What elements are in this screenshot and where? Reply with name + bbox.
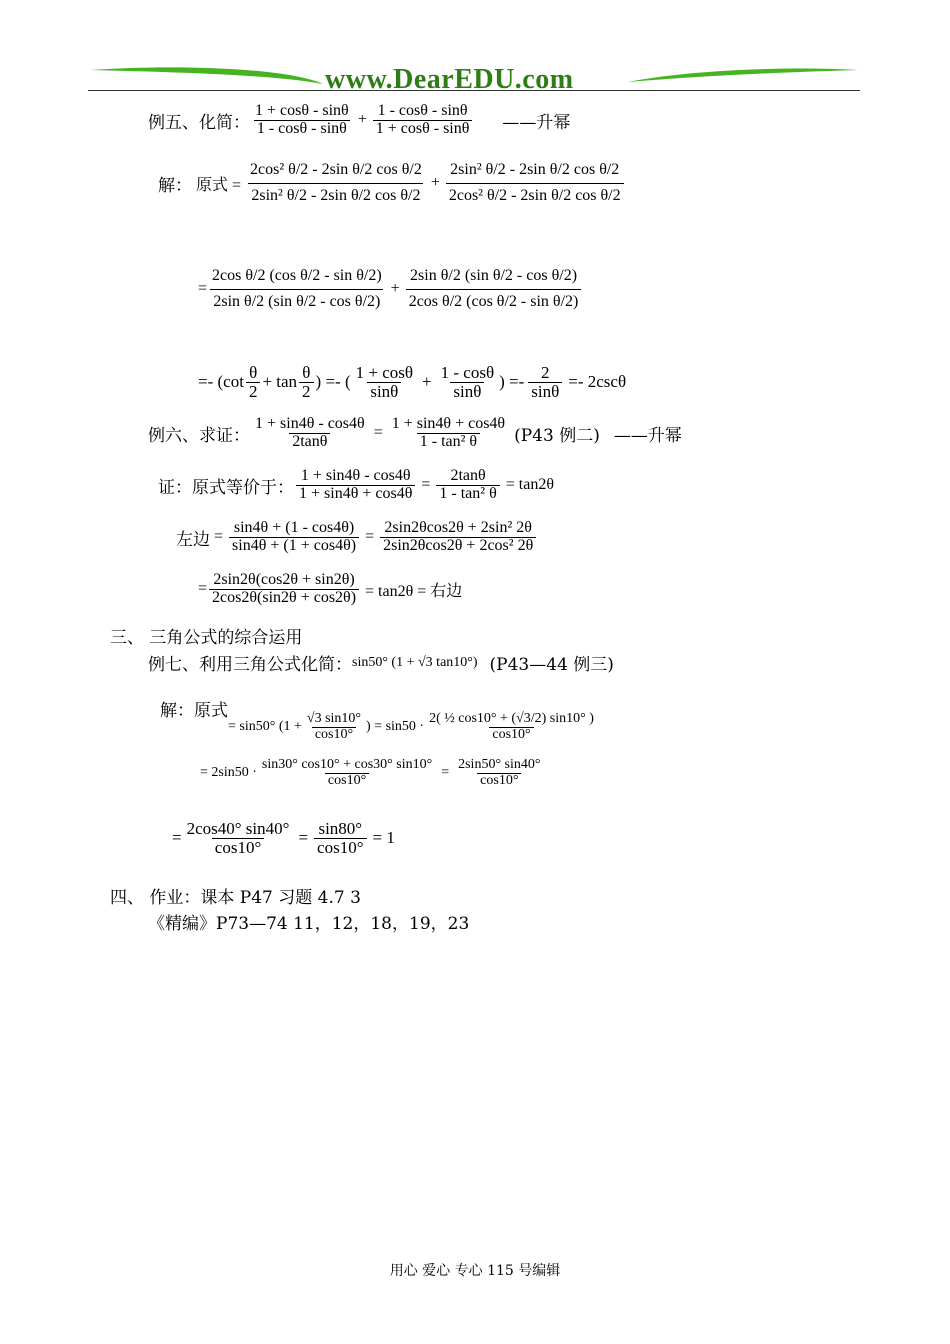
- ex6-proof-line1: 证：原式等价于： $\frac{1 + \sin 4\theta - \cos 4\theta}{1 + \sin 4\theta + \cos 4\theta}$ = $\frac{2\tan\theta}{\text{1 - tan² θ}}$ = tan2θ: [158, 467, 554, 502]
- section4-heading: 四、 作业：课本 P47 习题 4.7 3: [110, 888, 361, 908]
- ex5-frac-2: $\frac{1 - \cos\theta - \sin\theta}{1 + \cos\theta - \sin\theta}$: [373, 103, 473, 138]
- ex6-ref: (P43 例二): [514, 425, 600, 446]
- page-footer: 用心 爱心 专心 115 号编辑: [389, 1263, 561, 1279]
- ex6-label: 例六、求证：: [148, 425, 250, 446]
- ex5-solution-line3: =- (cot $\frac{\theta}{2}$ + tan $\frac{\theta}{2}$ ) =- ( $\frac{1 + \cos\theta}{\sin\theta}$ + $\frac{1 - \cos\theta}{\sin\theta}$ ) =- $\frac{2}{\sin\theta}$ =- 2cscθ: [198, 363, 627, 401]
- ex6-problem: 例六、求证： $\frac{1 + \sin 4\theta - \cos 4\theta}{2\tan\theta}$ = $\frac{1 + \sin 4\theta + \cos 4\theta}{\text{1 - tan² θ}}$ (P43 例二) ——升幂: [148, 415, 682, 450]
- right-swoosh-shape: [628, 69, 858, 83]
- ex5-label: 例五、化简：: [148, 112, 250, 133]
- ex6-note: ——升幂: [613, 425, 682, 446]
- ex6-proof-line2: 左边 = $\frac{\sin 4\theta + (1 - \cos 4\theta)}{\sin 4\theta + (1 + \cos 4\theta)}$ = $\frac{\text{2sin2θcos2θ + 2sin² 2θ}}{\text{2sin2θcos2θ + 2cos² 2θ}}$: [176, 520, 538, 555]
- ex5-sol-label: 解：: [158, 175, 192, 196]
- ex7-label: 例七、利用三角公式化简：: [148, 655, 352, 675]
- ex7-ref: (P43—44 例三): [489, 655, 614, 675]
- ex6-left-label: 左边: [176, 529, 210, 550]
- ex5-solution-line2: = $\frac{\text{2cos θ/2 (cos θ/2 - sin θ/2)}}{\text{2sin θ/2 (sin θ/2 - cos θ/2)}}$ + $\frac{\text{2sin θ/2 (sin θ/2 - cos θ/2)}}{\text{2cos θ/2 (cos θ/2 - sin θ/2)}}$: [198, 268, 583, 311]
- left-swoosh-shape: [90, 67, 323, 84]
- ex6-frac-2: $\frac{1 + \sin 4\theta + \cos 4\theta}{\text{1 - tan² θ}}$: [391, 415, 506, 450]
- ex7-problem: [148, 650, 614, 675]
- ex6-frac-1: $\frac{1 + \sin 4\theta - \cos 4\theta}{2\tan\theta}$: [255, 415, 365, 450]
- ex7-sol-line2: = 2sin50 · $\frac{\sin 30^\circ \cos 10^\circ + \cos 30^\circ \sin 10^\circ}{\cos 10^\circ}$ = $\frac{2\sin 50^\circ \sin 40^\circ}{\cos 10^\circ}$: [200, 757, 541, 788]
- ex7-sol-line1: 解：原式 = sin50° (1 + $\frac{√3 \sin 10^\circ}{\cos 10^\circ}$ ) = sin50 · $\frac{\text{2( ½ cos10° + (√3/2) sin10° )}}{\cos 10^\circ}$: [160, 684, 599, 742]
- ex5-yuanshi: 原式 =: [196, 176, 242, 194]
- ex7-expr: sin50° (1 + √3 tan10°): [352, 654, 478, 670]
- ex5-frac-1: $\frac{1 + \cos\theta - \sin\theta}{1 - \cos\theta - \sin\theta}$: [255, 102, 349, 137]
- ex7-sol-line3: = $\frac{2\cos 40^\circ \sin 40^\circ}{\cos 10^\circ}$ = $\frac{\sin 80^\circ}{\cos 10^\circ}$ = 1: [172, 819, 395, 857]
- ex5-l1-frac1: $\frac{\text{2cos² θ/2 - 2sin θ/2 cos θ/2}}{\text{2sin² θ/2 - 2sin θ/2 cos θ/2}}$: [250, 161, 422, 204]
- ex5-solution-line1: 解： 原式 = $\frac{\text{2cos² θ/2 - 2sin θ/2 cos θ/2}}{\text{2sin² θ/2 - 2sin θ/2 cos θ/2}}$ + $\frac{\text{2sin² θ/2 - 2sin θ/2 cos θ/2}}{\text{2cos² θ/2 - 2sin θ/2 cos θ/2}}$: [158, 162, 626, 205]
- ex5-l1-frac2: $\frac{\text{2sin² θ/2 - 2sin θ/2 cos θ/2}}{\text{2cos² θ/2 - 2sin θ/2 cos θ/2}}$: [446, 162, 624, 205]
- section3-heading: 三、 三角公式的综合运用: [110, 628, 303, 648]
- ex5-problem: 例五、化简： $\frac{1 + \cos\theta - \sin\theta}{1 - \cos\theta - \sin\theta}$ + $\frac{1 - \cos\theta - \sin\theta}{1 + \cos\theta - \sin\theta}$ ——升幂: [148, 102, 571, 137]
- site-logo: www.DearEDU.com: [325, 64, 574, 95]
- ex6-proof-line3: = $\frac{2\sin 2\theta(\cos 2\theta + \sin 2\theta)}{2\cos 2\theta(\sin 2\theta + \cos 2\theta)}$ = tan2θ = 右边: [198, 571, 463, 606]
- header-rule: [88, 90, 860, 91]
- ex5-note: ——升幂: [502, 112, 571, 133]
- ex6-proof-label: 证：原式等价于：: [158, 477, 294, 498]
- ex5-l2-frac2: $\frac{\text{2sin θ/2 (sin θ/2 - cos θ/2)}}{\text{2cos θ/2 (cos θ/2 - sin θ/2)}}$: [406, 268, 582, 311]
- section4-line2: 《精编》P73—74 11，12，18，19，23: [148, 914, 470, 934]
- ex7-sol-label: 解：原式: [160, 701, 228, 721]
- ex5-l2-frac1: $\frac{\text{2cos θ/2 (cos θ/2 - sin θ/2)}}{\text{2sin θ/2 (sin θ/2 - cos θ/2)}}$: [212, 267, 382, 310]
